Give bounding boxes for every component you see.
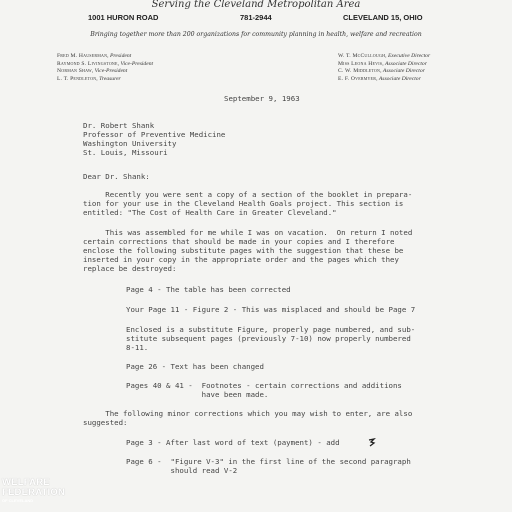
officers-left	[57, 53, 153, 83]
officers-right	[338, 53, 430, 83]
text-line: should read V-2	[126, 466, 238, 475]
text-line: stitute subsequent pages (previously 7-10) now properly numbered	[126, 334, 411, 343]
text-line: inserted in your copy in the appropriate order and the pages which they	[83, 255, 399, 264]
text-line: Enclosed is a substitute Figure, properly page numbered, and sub-	[126, 325, 416, 334]
officer-entry: Raymond S. Livingstone, Vice-President	[57, 60, 154, 67]
paragraph-4	[83, 409, 412, 427]
letterhead-address: 1001 HURON ROAD	[88, 13, 159, 22]
correction-item	[126, 381, 402, 399]
welfare-federation-logo: WELFARE FEDERATION OF CLEVELAND	[2, 477, 66, 503]
letterhead-phone: 781-2944	[240, 13, 272, 22]
text-line: have been made.	[126, 390, 269, 399]
correction-item	[126, 457, 411, 475]
text-line: Pages 40 & 41 - Footnotes - certain corrections and additions	[126, 381, 402, 390]
recipient-line: Professor of Preventive Medicine	[83, 130, 226, 139]
correction-item: Your Page 11 - Figure 2 - This was misplaced and should be Page 7	[126, 305, 416, 314]
salutation: Dear Dr. Shank:	[83, 172, 150, 181]
text-line: Page 6 - "Figure V-3" in the first line of the second paragraph	[126, 457, 411, 466]
correction-item: Page 4 - The table has been corrected	[126, 285, 291, 294]
text-line: entitled: "The Cost of Health Care in Greater Cleveland."	[83, 208, 337, 217]
text-line: The following minor corrections which you may wish to enter, are also	[83, 409, 413, 418]
text-line: enclose the following substitute pages with the suggestion that these be	[83, 246, 404, 255]
recipient-line: St. Louis, Missouri	[83, 148, 168, 157]
correction-item: Page 3 - After last word of text (payment) - add	[126, 438, 340, 447]
officer-entry: Miss Leona Hevis, Associate Director	[338, 60, 427, 67]
paragraph-2	[83, 228, 412, 273]
text-line: tion for your use in the Cleveland Health Goals project. This section is	[83, 199, 404, 208]
text-line: certain corrections that should be made in your copies and I therefore	[83, 237, 395, 246]
letterhead-city: CLEVELAND 15, OHIO	[343, 13, 423, 22]
officer-entry: W. T. McCullough, Executive Director	[338, 53, 431, 59]
correction-item: Page 26 - Text has been changed	[126, 362, 264, 371]
officer-entry: C. W. Middleton, Associate Director	[338, 68, 425, 75]
officer-entry: Norman Shaw, Vice-President	[57, 68, 128, 75]
text-line: This was assembled for me while I was on vacation. On return I noted	[83, 228, 413, 237]
letterhead-motto: Serving the Cleveland Metropolitan Area	[151, 0, 361, 10]
recipient-line: Washington University	[83, 139, 177, 148]
text-line: suggested:	[83, 418, 128, 427]
text-line: 8-11.	[126, 343, 149, 352]
letter-date: September 9, 1963	[224, 94, 300, 103]
officer-entry: E. F. Overmyer, Associate Director	[338, 75, 421, 82]
officer-entry: L. T. Pendleton, Treasurer	[57, 75, 121, 82]
text-line: Recently you were sent a copy of a section of the booklet in prepara-	[83, 190, 413, 199]
paragraph-3	[126, 325, 415, 352]
recipient-address	[83, 121, 225, 157]
text-line: replace be destroyed:	[83, 264, 177, 273]
letterhead-tagline: Bringing together more than 200 organizations for community planning in health, welfare and recreation	[90, 31, 422, 38]
recipient-line: Dr. Robert Shank	[83, 121, 155, 130]
officer-entry: Fred M. Hauserman, President	[57, 53, 132, 59]
handwritten-mark-icon	[368, 438, 376, 447]
paragraph-1	[83, 190, 412, 217]
